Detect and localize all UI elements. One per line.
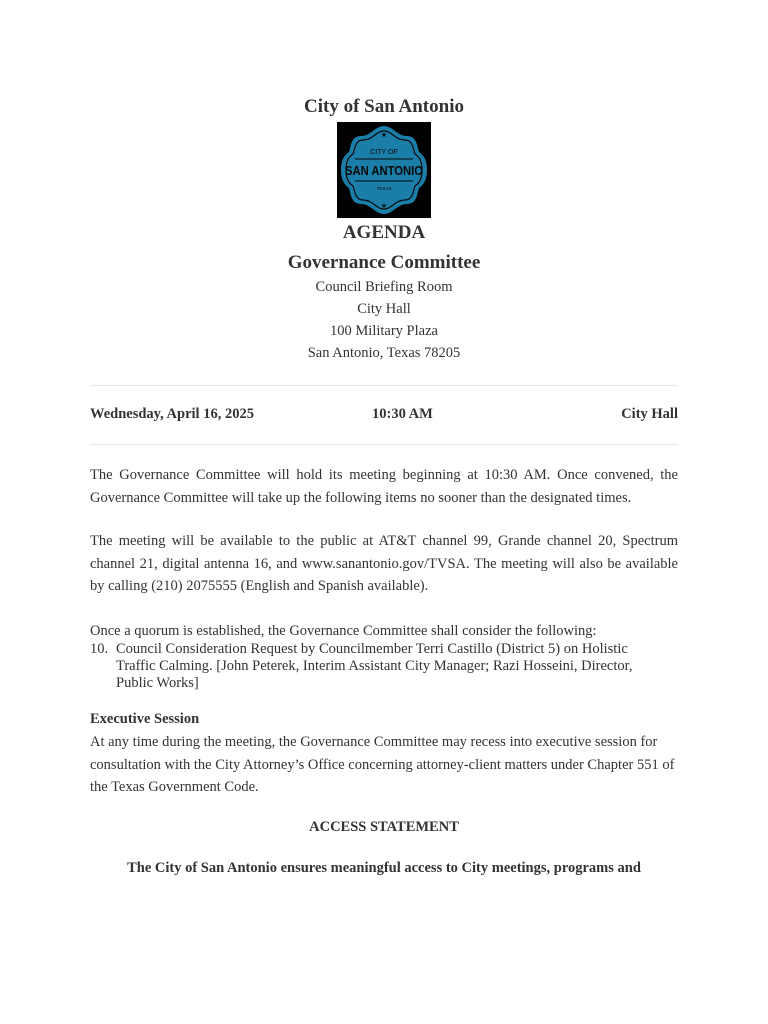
meeting-location: City Hall xyxy=(621,406,678,422)
city-title: City of San Antonio xyxy=(304,96,464,117)
svg-text:★: ★ xyxy=(380,202,388,210)
divider-top xyxy=(90,385,678,386)
agenda-heading: AGENDA xyxy=(342,222,426,243)
access-statement-text: The City of San Antonio ensures meaningful access to City meetings, programs and xyxy=(127,860,641,876)
executive-session-text: At any time during the meeting, the Governance Committee may recess into executive session for consultation with the City Attorney’s Office concerning attorney-client matters under Chapter 551 of the Texas Government Code. xyxy=(90,734,675,795)
broadcast-paragraph: The meeting will be available to the public at AT&T channel 99, Grande channel 20, Spectrum channel 21, digital antenna 16, and www.sanantonio.gov/TVSA. The meeting will also be available by calling (210) 2075555 (English and Spanish available). xyxy=(90,533,678,594)
meeting-date: Wednesday, April 16, 2025 xyxy=(90,406,254,422)
quorum-statement: Once a quorum is established, the Governance Committee shall consider the following: xyxy=(90,623,597,639)
city-seal-logo xyxy=(337,122,431,218)
address-line-room: Council Briefing Room xyxy=(315,279,453,295)
logo-text-top: CITY OF xyxy=(370,149,398,156)
committee-name: Governance Committee xyxy=(287,252,481,273)
address-line-city: San Antonio, Texas 78205 xyxy=(307,345,461,361)
executive-session-heading: Executive Session xyxy=(90,711,200,727)
meeting-time: 10:30 AM xyxy=(372,406,433,422)
svg-text:★: ★ xyxy=(380,131,388,139)
intro-paragraph: The Governance Committee will hold its meeting beginning at 10:30 AM. Once convened, the Governance Committee will take up the following items no sooner than the designated times. xyxy=(90,467,678,506)
agenda-item-text: Council Consideration Request by Councilmember Terri Castillo (District 5) on Holistic Traffic Calming. [John Peterek, Interim Assistant City Manager; Razi Hosseini, Director, Public Works] xyxy=(116,641,633,691)
divider-bottom xyxy=(90,444,678,445)
address-line-street: 100 Military Plaza xyxy=(330,323,438,339)
logo-text-main: SAN ANTONIO xyxy=(345,164,424,178)
access-statement-heading: ACCESS STATEMENT xyxy=(309,819,459,835)
logo-text-bottom: TEXAS xyxy=(376,186,392,191)
agenda-item-number: 10. xyxy=(90,641,109,657)
address-line-building: City Hall xyxy=(357,301,411,317)
